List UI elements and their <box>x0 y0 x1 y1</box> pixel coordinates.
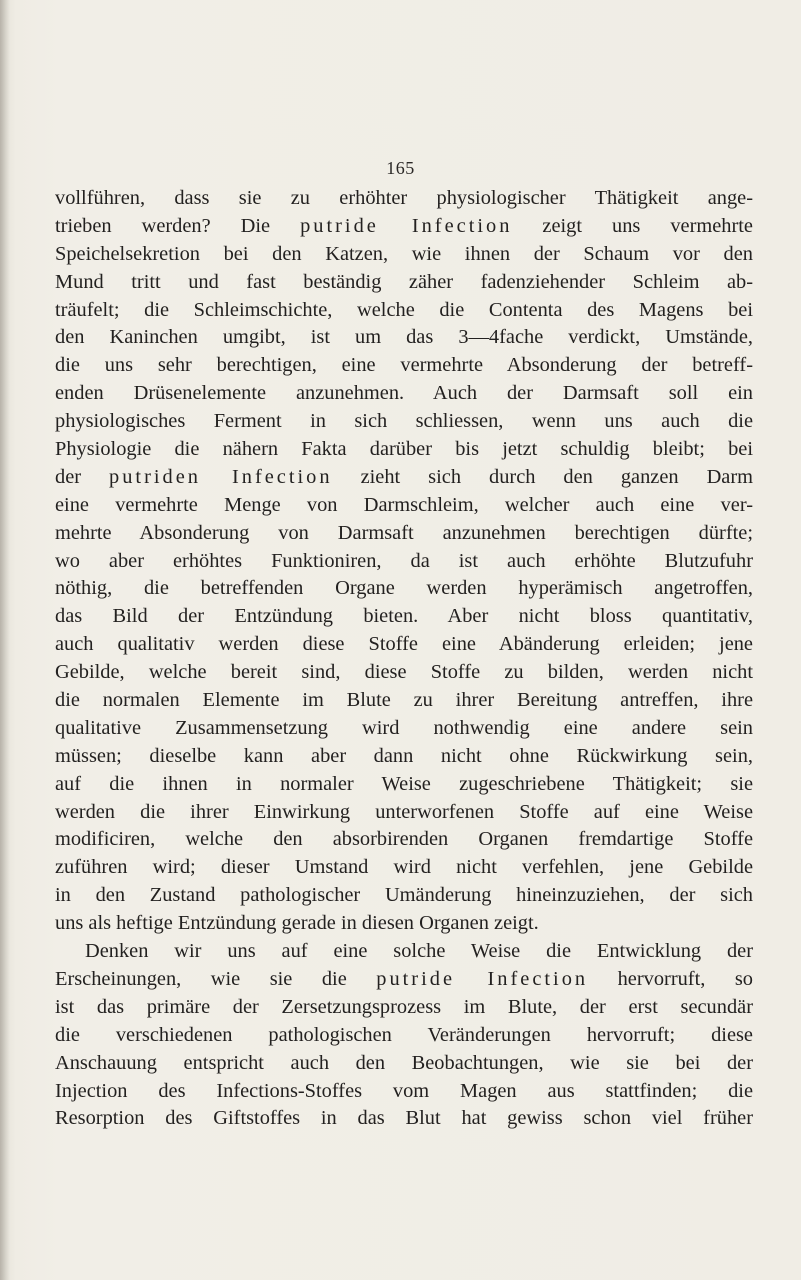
text-run: physiologisches Ferment in sich schliessen, wenn uns auch die <box>55 410 753 433</box>
text-run: Mund tritt und fast beständig zäher fadenziehender Schleim ab- <box>55 270 753 293</box>
text-run: mehrte Absonderung von Darmsaft anzunehmen berechtigen dürfte; <box>55 521 753 544</box>
text-line <box>55 882 753 910</box>
text-run: Injection des Infections-Stoffes vom Magen aus stattfinden; die <box>55 1079 753 1102</box>
text-run: Speichelsekretion bei den Katzen, wie ihnen der Schaum vor den <box>55 242 753 265</box>
text-line <box>55 1022 753 1050</box>
text-run: zuführen wird; dieser Umstand wird nicht verfehlen, jene Gebilde <box>55 856 753 879</box>
text-line <box>55 854 753 882</box>
text-line <box>55 492 753 520</box>
text-run: der <box>55 465 110 488</box>
text-run: hervorruft, so <box>588 967 753 990</box>
text-line <box>55 603 753 631</box>
text-line <box>55 408 753 436</box>
text-run: müssen; dieselbe kann aber dann nicht ohne Rückwirkung sein, <box>55 744 753 767</box>
text-line <box>55 687 753 715</box>
text-line <box>55 241 753 269</box>
text-line <box>55 324 753 352</box>
text-run: die verschiedenen pathologischen Veränderungen hervorruft; diese <box>55 1023 753 1046</box>
text-run: den Kaninchen umgibt, ist um das 3—4fache verdickt, Umstände, <box>55 326 753 349</box>
text-line <box>55 631 753 659</box>
text-line <box>55 826 753 854</box>
text-run: eine vermehrte Menge von Darmschleim, welcher auch eine ver- <box>55 493 753 516</box>
spaced-emphasis: putriden Infection <box>109 465 333 488</box>
text-run: trieben werden? Die <box>55 214 301 237</box>
text-run: zeigt uns vermehrte <box>512 214 753 237</box>
spaced-emphasis: putride Infection <box>300 214 513 237</box>
text-line <box>55 715 753 743</box>
text-line <box>55 185 753 213</box>
text-line <box>55 352 753 380</box>
text-run: die normalen Elemente im Blute zu ihrer Bereitung antreffen, ihre <box>55 689 753 712</box>
text-line <box>55 1078 753 1106</box>
text-run: Anschauung entspricht auch den Beobachtungen, wie sie bei der <box>55 1051 753 1074</box>
text-line <box>55 1105 753 1133</box>
text-run: träufelt; die Schleimschichte, welche die Contenta des Magens bei <box>55 298 753 321</box>
text-line <box>55 966 753 994</box>
text-run: werden die ihrer Einwirkung unterworfenen Stoffe auf eine Weise <box>55 800 753 823</box>
text-run: nöthig, die betreffenden Organe werden hyperämisch angetroffen, <box>55 577 753 600</box>
text-run: die uns sehr berechtigen, eine vermehrte Absonderung der betreff- <box>55 354 753 377</box>
text-line <box>55 938 753 966</box>
text-line <box>55 269 753 297</box>
text-run: zieht sich durch den ganzen Darm <box>332 465 753 488</box>
text-run: ist das primäre der Zersetzungsprozess im Blute, der erst secundär <box>55 995 753 1018</box>
text-run: Denken wir uns auf eine solche Weise die Entwicklung der <box>85 940 753 963</box>
text-line <box>55 548 753 576</box>
page-number: 165 <box>386 158 415 178</box>
binding-shadow <box>0 0 10 1280</box>
text-run: das Bild der Entzündung bieten. Aber nicht bloss quantitativ, <box>55 605 753 628</box>
text-line <box>55 771 753 799</box>
text-line <box>55 380 753 408</box>
text-line <box>55 910 753 938</box>
text-run: Resorption des Giftstoffes in das Blut hat gewiss schon viel früher <box>55 1107 753 1130</box>
text-run: wo aber erhöhtes Funktioniren, da ist auch erhöhte Blutzufuhr <box>55 549 753 572</box>
text-line <box>55 436 753 464</box>
text-run: Erscheinungen, wie sie die <box>55 967 377 990</box>
text-run: in den Zustand pathologischer Umänderung hineinzuziehen, der sich <box>55 884 753 907</box>
text-run: Physiologie die nähern Fakta darüber bis jetzt schuldig bleibt; bei <box>55 438 753 461</box>
text-line <box>55 799 753 827</box>
text-line <box>55 659 753 687</box>
text-run: vollführen, dass sie zu erhöhter physiologischer Thätigkeit ange- <box>55 187 753 209</box>
text-run: qualitative Zusammensetzung wird nothwendig eine andere sein <box>55 716 753 739</box>
text-line <box>55 575 753 603</box>
text-run: auf die ihnen in normaler Weise zugeschriebene Thätigkeit; sie <box>55 772 753 795</box>
text-run: modificiren, welche den absorbirenden Organen fremdartige Stoffe <box>55 828 753 851</box>
text-run: Gebilde, welche bereit sind, diese Stoffe zu bilden, werden nicht <box>55 661 753 684</box>
text-line <box>55 1050 753 1078</box>
spaced-emphasis: putride Infection <box>376 967 589 990</box>
text-line <box>55 213 753 241</box>
body-text <box>55 185 753 1133</box>
text-run: enden Drüsenelemente anzunehmen. Auch der Darmsaft soll ein <box>55 382 753 405</box>
text-line <box>55 297 753 325</box>
text-run: auch qualitativ werden diese Stoffe eine Abänderung erleiden; jene <box>55 633 753 656</box>
text-line <box>55 994 753 1022</box>
text-run: uns als heftige Entzündung gerade in diesen Organen zeigt. <box>55 912 539 935</box>
text-line <box>55 743 753 771</box>
text-line <box>55 464 753 492</box>
text-line <box>55 520 753 548</box>
